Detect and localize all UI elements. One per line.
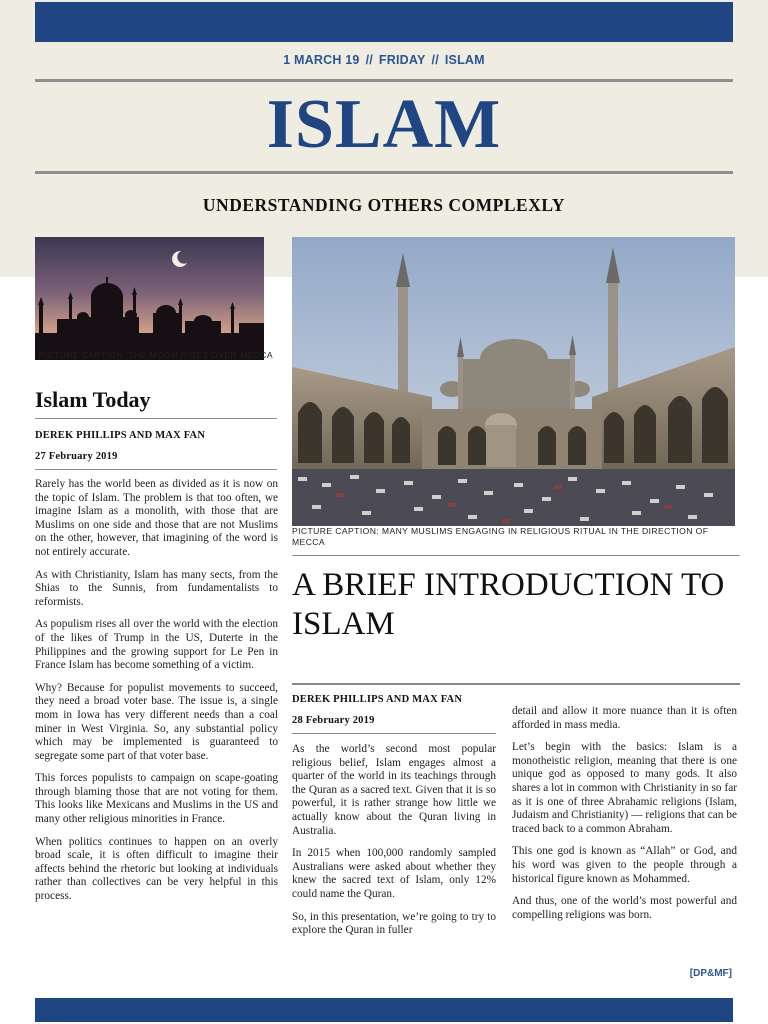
top-banner-bar	[35, 2, 733, 42]
paragraph: Rarely has the world been as divided as it is now on the topic of Islam. The problem is that too often, we imagine Islam as a monolith, with those that are Muslims on one side and those that are not Muslims on the other, however, that imagining of the word is not entirely accurate.	[35, 478, 278, 558]
sidebar-article-title: Islam Today	[35, 387, 151, 412]
paragraph: detail and allow it more nuance than it is often afforded in mass media.	[512, 705, 737, 731]
paragraph: So, in this presentation, we’re going to try to explore the Quran in fuller	[292, 910, 496, 937]
paragraph: As the world’s second most popular religious belief, Islam engages almost a quarter of the world in its teachings through the Quran as a sacred text. Given that it is so powerful, it is rather strange how little we actually know about the Quran living in Australia.	[292, 743, 496, 837]
masthead-rule-top	[35, 79, 733, 82]
paragraph: This forces populists to campaign on scape-goating through blaming those that are not voting for them. This looks like Mexicans and Muslims in the US and many other religious minorities in France.	[35, 772, 278, 826]
author-initials: [DP&MF]	[689, 968, 732, 979]
sidebar-article-authors: DEREK PHILLIPS AND MAX FAN	[35, 430, 206, 441]
paragraph: In 2015 when 100,000 randomly sampled Australians were asked about whether they knew the sacred text of Islam, only 12% could name the Quran.	[292, 847, 496, 900]
main-article-column-1	[292, 743, 496, 947]
paragraph: This one god is known as “Allah” or God, and his word was given to the people through a historical figure known as Mohammed.	[512, 845, 737, 885]
dateline-separator: //	[365, 53, 373, 67]
sidebar-date-rule	[35, 469, 277, 470]
paragraph: As populism rises all over the world with the election of the likes of Trump in the US, Duterte in the Philippines and the growing support for Le Pen in France Islam has become something of a victim.	[35, 618, 278, 672]
main-article-column-2	[512, 705, 737, 931]
main-article-title: A BRIEF INTRODUCTION TO ISLAM	[292, 567, 725, 642]
main-article-date: 28 February 2019	[292, 715, 375, 726]
main-photo-caption: PICTURE CAPTION: MANY MUSLIMS ENGAGING IN RELIGIOUS RITUAL IN THE DIRECTION OF MECCA	[292, 526, 709, 547]
sidebar-title-rule	[35, 418, 277, 419]
paragraph: Let’s begin with the basics: Islam is a monotheistic religion, meaning that there is one unique god as opposed to many gods. It also shares a lot in common with Christianity in so far as it is one of three Abrahamic religions (Islam, Judaism and Christianity) — religions that can be traced back to a common Abraham.	[512, 741, 737, 835]
sidebar-article-body	[35, 478, 278, 913]
tagline: UNDERSTANDING OTHERS COMPLEXLY	[202, 195, 566, 215]
issue-section: ISLAM	[444, 53, 485, 67]
paragraph: As with Christianity, Islam has many sects, from the Shias to the Sunnis, from fundamentalists to reformists.	[35, 568, 278, 608]
sidebar-article-date: 27 February 2019	[35, 451, 118, 462]
issue-date: 1 MARCH 19	[283, 53, 360, 67]
masthead-rule-bottom	[35, 171, 733, 174]
mosque-courtyard-photo	[292, 237, 735, 526]
paragraph: When politics continues to happen on an overly broad scale, it is often difficult to imagine their affects behind the rhetoric but looking at individuals rather than collectives can be very helpful in this process.	[35, 835, 278, 903]
caption-divider	[292, 555, 740, 556]
left-photo-caption-text: PICTURE CAPTION: THE MOON RISES OVER MECCA	[38, 350, 273, 360]
bottom-banner-bar	[35, 998, 733, 1022]
dateline	[0, 53, 768, 67]
main-title-rule	[292, 683, 740, 685]
dateline-separator: //	[431, 53, 439, 67]
main-article-authors: DEREK PHILLIPS AND MAX FAN	[292, 694, 463, 705]
left-photo-caption	[35, 350, 273, 361]
paragraph: Why? Because for populist movements to succeed, they need a broad voter base. The issue is, a single mom in Iowa has very different needs than a coal miner in West Virginia. So, any substantial policy which may be implemented is guaranteed to segregate some part of that voter base.	[35, 681, 278, 762]
mecca-moon-photo	[35, 237, 264, 360]
issue-day: FRIDAY	[378, 53, 426, 67]
main-date-rule	[292, 733, 496, 734]
masthead-title: ISLAM	[266, 86, 502, 163]
paragraph: And thus, one of the world’s most powerful and compelling religions was born.	[512, 895, 737, 921]
